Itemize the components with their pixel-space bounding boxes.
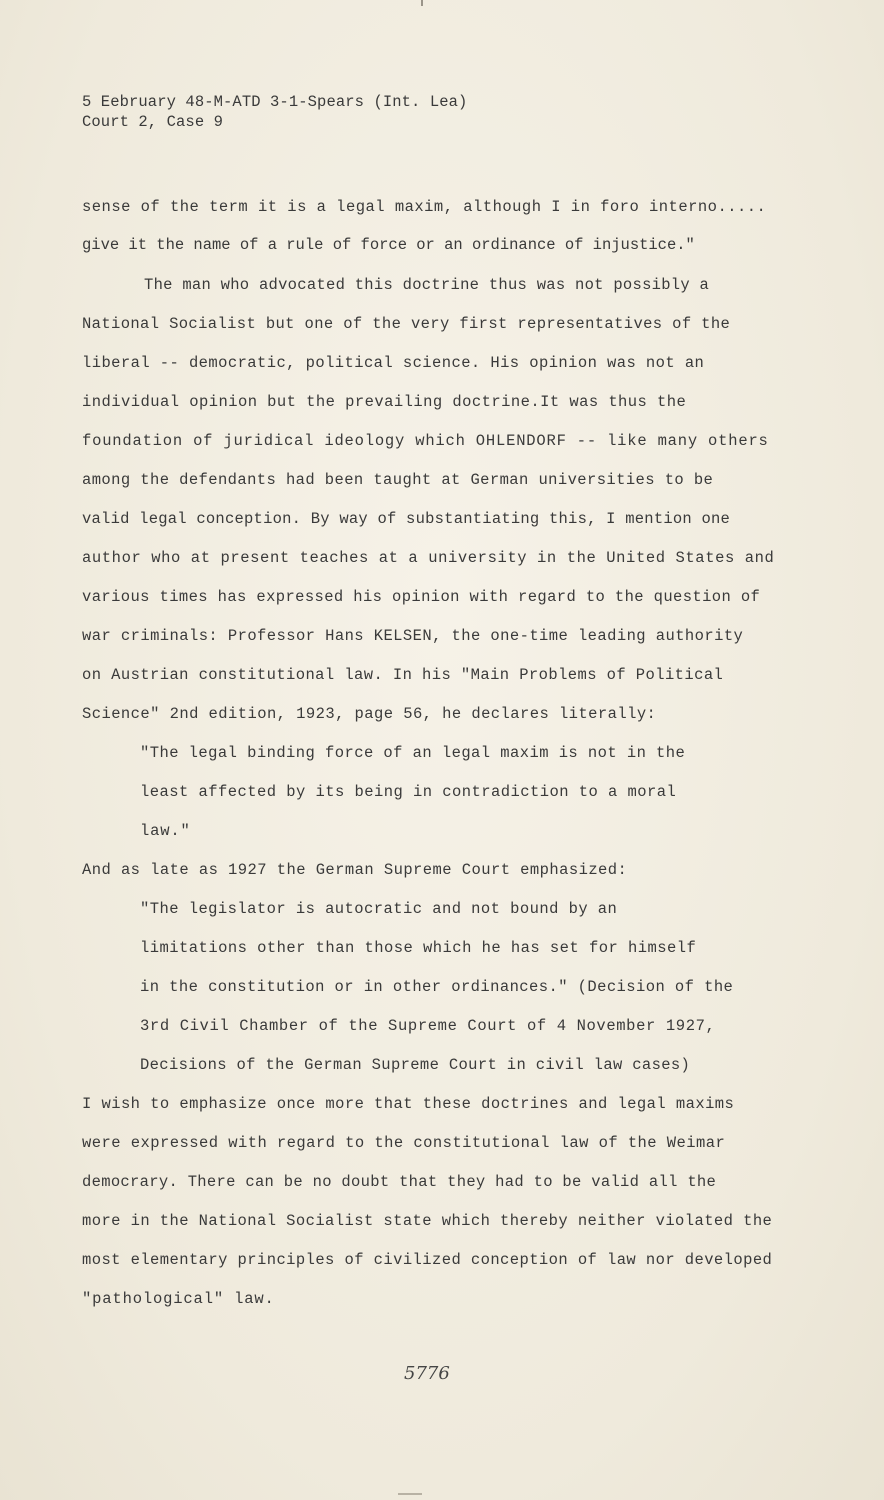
text-line: individual opinion but the prevailing doctrine.It was thus the (82, 393, 687, 411)
bottom-edge-mark (398, 1493, 422, 1495)
document-header (82, 92, 467, 132)
page-number: 5776 (404, 1363, 450, 1384)
text-line: Science" 2nd edition, 1923, page 56, he declares literally: (82, 705, 657, 723)
quote-line: least affected by its being in contradiction to a moral (140, 783, 677, 801)
text-line: And as late as 1927 the German Supreme Court emphasized: (82, 861, 628, 879)
quote-line: limitations other than those which he has set for himself (140, 939, 697, 957)
quote-line: Decisions of the German Supreme Court in civil law cases) (140, 1056, 691, 1074)
text-line: The man who advocated this doctrine thus was not possibly a (144, 276, 710, 294)
text-line: more in the National Socialist state which thereby neither violated the (82, 1212, 773, 1230)
text-line: among the defendants had been taught at German universities to be (82, 471, 714, 489)
quote-line: "The legislator is autocratic and not bound by an (140, 900, 618, 918)
text-line: give it the name of a rule of force or an ordinance of injustice." (82, 236, 695, 254)
text-line: war criminals: Professor Hans KELSEN, the one-time leading authority (82, 627, 744, 645)
header-line-date-case: 5 Eebruary 48-M-ATD 3-1-Spears (Int. Lea) (82, 93, 468, 111)
text-line: sense of the term it is a legal maxim, although I in foro interno..... (82, 198, 767, 216)
text-line: various times has expressed his opinion with regard to the question of (82, 588, 761, 606)
text-line: I wish to emphasize once more that these doctrines and legal maxims (82, 1095, 735, 1113)
text-line: author who at present teaches at a university in the United States and (82, 549, 775, 567)
text-line: valid legal conception. By way of substantiating this, I mention one (82, 510, 731, 528)
top-edge-mark (421, 0, 423, 6)
quote-line: law." (140, 822, 191, 840)
text-line: were expressed with regard to the constitutional law of the Weimar (82, 1134, 726, 1152)
text-line: most elementary principles of civilized conception of law nor developed (82, 1251, 773, 1269)
header-line-court: Court 2, Case 9 (82, 113, 224, 131)
quote-line: in the constitution or in other ordinances." (Decision of the (140, 978, 734, 996)
quote-line: "The legal binding force of an legal maxim is not in the (140, 744, 686, 762)
text-line: liberal -- democratic, political science. His opinion was not an (82, 354, 705, 372)
text-line: democrary. There can be no doubt that they had to be valid all the (82, 1173, 717, 1191)
text-line: on Austrian constitutional law. In his "Main Problems of Political (82, 666, 724, 684)
text-line: foundation of juridical ideology which OHLENDORF -- like many others (82, 432, 769, 450)
text-line: National Socialist but one of the very first representatives of the (82, 315, 731, 333)
quote-line: 3rd Civil Chamber of the Supreme Court of 4 November 1927, (140, 1017, 716, 1035)
text-line: "pathological" law. (82, 1290, 275, 1308)
